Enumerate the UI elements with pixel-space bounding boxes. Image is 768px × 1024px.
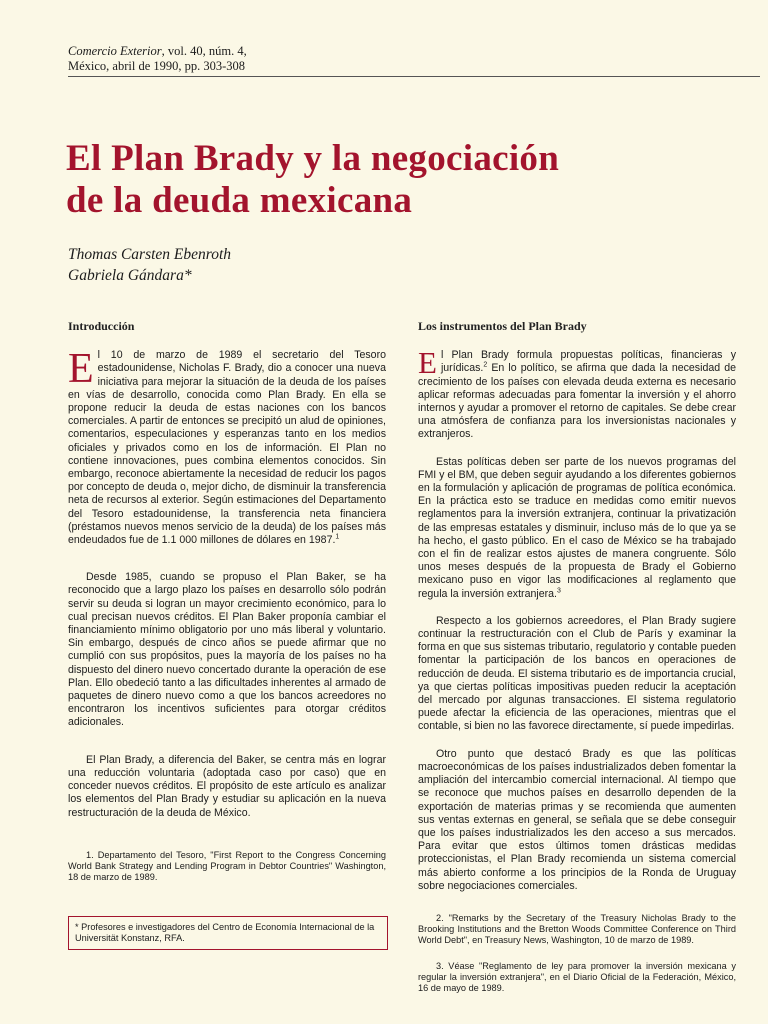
left-column xyxy=(68,320,386,897)
drop-cap: E xyxy=(68,346,94,393)
paragraph: Respecto a los gobiernos acreedores, el Plan Brady sugiere continuar la restructuración con el Club de París y examinar la forma en que sus sistemas tributario, regulatorio y contable pueden fomentar la participación de los bancos en operaciones de reducción de deuda. El sistema tributario es de importancia crucial, ya que ciertas políticas impositivas pueden reducir la aceptación del mercado por algunas transacciones. El sistema regulatorio puede afectar la eficiencia de las operaciones, mientras que el contable, si bien no las favorece directamente, sí puede impedirlas. xyxy=(418,614,736,733)
paragraph: El Plan Brady, a diferencia del Baker, se centra más en lograr una reducción voluntaria (adoptada caso por caso) que en conceder nuevos créditos. El propósito de este artículo es analizar los elementos del Plan Brady y estudiar su aplicación en la nueva restructuración de la deuda de México. xyxy=(68,753,386,819)
journal-volume: , vol. 40, núm. 4, xyxy=(161,44,247,58)
right-column xyxy=(418,320,736,1008)
paragraph-text: l Plan Brady formula propuestas políticas, financieras y jurídicas. xyxy=(440,349,736,375)
paragraph-text: En lo político, se afirma que dada la necesidad de crecimiento de los países con elevada deuda externa es necesario aplicar reformas adecuadas para fomentar la inversión y el ahorro internos y ayudar a promover el retorno de capitales. Se debe crear una atmósfera de confianza para los inversionistas nacionales y extranjeros. xyxy=(418,362,736,441)
author-1: Thomas Carsten Ebenroth xyxy=(68,246,232,263)
paragraph-text: Estas políticas deben ser parte de los nuevos programas del FMI y el BM, que deben seguir ayudando a los diferentes gobiernos en la formulación y aplicación de programas de política económica. En la práctica esto se traduce en medidas como emitir nuevos reglamentos para la inversión extranjera, continuar la privatización de las empresas estatales y disminuir, incluso más de lo que ya se ha hecho, el gasto público. En el caso de México se ha trabajado con el fin de realizar estos ajustes de manera congruente. Sólo unos meses después de la propuesta de Brady el Gobierno mexicano puso en vigor las modificaciones al reglamento que regula la inversión extranjera. xyxy=(418,455,737,600)
section-heading-introduccion: Introducción xyxy=(68,319,135,333)
journal-citation-line xyxy=(68,44,247,59)
author-2: Gabriela Gándara* xyxy=(68,267,192,284)
footnote-3: 3. Véase "Reglamento de ley para promover la inversión mexicana y regular la inversión extranjera", en el Diario Oficial de la Federación, México, 16 de mayo de 1989. xyxy=(418,960,736,993)
paragraph-text: l 10 de marzo de 1989 el secretario del Tesoro estadounidense, Nicholas F. Brady, dio a conocer una nueva iniciativa para mejorar la situación de la deuda de los países en vías de desarrollo, conocida como Plan Brady. En ella se propone reducir la deuda de estas naciones con los bancos comerciales. A partir de entonces se precipitó un alud de opiniones, comentarios, especulaciones y esperanzas tanto en los medios oficiales y privados como en los de información. El Plan no contiene innovaciones, pues combina elementos conocidos. Sin embargo, reconoce abiertamente la necesidad de reducir los pagos por concepto de deuda o, mejor dicho, de disminuir la transferencia neta de recursos al exterior. Según estimaciones del Departamento del Tesoro estadounidense, la transferencia neta financiera (préstamos nuevos menos servicio de la deuda) de los países más endeudados fue de 1.1 000 millones de dólares en 1987. xyxy=(68,349,386,547)
paragraph xyxy=(418,456,736,601)
journal-header xyxy=(68,44,247,74)
footnote-ref: 2 xyxy=(483,361,488,369)
footnote-1: 1. Departamento del Tesoro, "First Report to the Congress Concerning World Bank Strategy and Lending Program in Debtor Countries" Washington, 18 de marzo de 1989. xyxy=(68,849,386,883)
author-affiliation-note: * Profesores e investigadores del Centro de Economía Internacional de la Universität Konstanz, RFA. xyxy=(68,916,388,950)
footnote-ref: 1 xyxy=(335,533,340,541)
footnote-2: 2. "Remarks by the Secretary of the Treasury Nicholas Brady to the Brooking Institutions and the Bretton Woods Committee Conference on Third World Debt", en Treasury News, Washington, 10 de marzo de 1989. xyxy=(418,912,736,946)
section-heading-instrumentos: Los instrumentos del Plan Brady xyxy=(418,319,587,333)
drop-cap: E xyxy=(418,345,437,381)
title-line-2: de la deuda mexicana xyxy=(66,180,413,221)
journal-date-pages: México, abril de 1990, pp. 303-308 xyxy=(68,59,246,73)
paragraph xyxy=(68,346,386,547)
paragraph: Otro punto que destacó Brady es que las políticas macroeconómicas de los países industrializados deben fomentar la ampliación del intercambio comercial internacional. Al tiempo que se reconoce que muchos países en desarrollo dependen de la exportación de materias primas y se recomienda que aumenten sus ventas externas en general, se señala que se debe conseguir que los países industrializados les den acceso a sus mercados. Para evitar que estos últimos tomen drásticas medidas proteccionistas, el Plan Brady recomienda un sistema comercial más abierto conforme a los principios de la Ronda de Uruguay sobre negociaciones comerciales. xyxy=(418,747,736,892)
authors xyxy=(68,244,231,286)
journal-name: Comercio Exterior xyxy=(68,44,162,58)
paragraph xyxy=(418,345,736,441)
article-title xyxy=(66,138,726,222)
footnote-ref: 3 xyxy=(556,587,561,595)
footnotes-left xyxy=(68,850,386,884)
title-line-1: El Plan Brady y la negociación xyxy=(66,138,560,179)
header-rule xyxy=(68,76,760,77)
paragraph: Desde 1985, cuando se propuso el Plan Baker, se ha reconocido que a largo plazo los países en desarrollo sólo podrán servir su deuda si logran un mayor crecimiento económico, para lo cual precisan nuevos créditos. El Plan Baker proponía cambiar el financiamiento mínimo obligatorio por uno más liberal y voluntario. Sin embargo, después de cinco años se puede afirmar que no cumplió con sus propósitos, pues la mayoría de los países no ha dispuesto del dinero nuevo concertado durante la operación de ese Plan. Ello obedeció tanto a las dificultades inherentes al armado de paquetes de dinero nuevo como a que los bancos acreedores no encontraron los incentivos suficientes para otorgar créditos adicionales. xyxy=(68,571,386,729)
footnotes-right xyxy=(418,913,736,994)
